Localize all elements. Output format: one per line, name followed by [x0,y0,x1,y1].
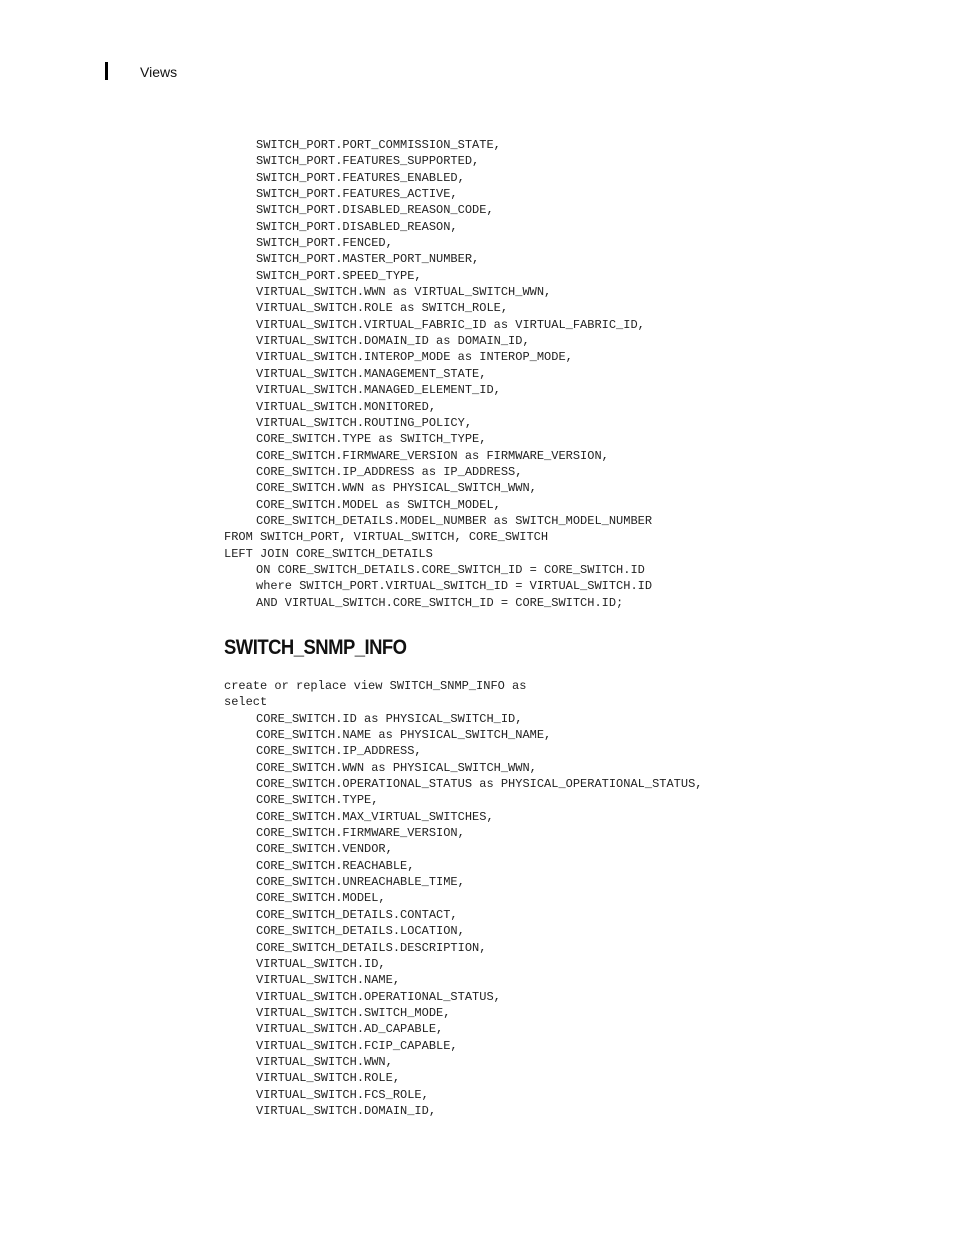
code-line: FROM SWITCH_PORT, VIRTUAL_SWITCH, CORE_SWITCH [224,530,549,545]
page-header-label: Views [140,64,178,80]
code-line: SWITCH_PORT.SPEED_TYPE, [256,268,422,283]
code-line: SWITCH_PORT.DISABLED_REASON_CODE, [256,203,494,218]
code-line: VIRTUAL_SWITCH.FCS_ROLE, [256,1087,429,1102]
code-line: VIRTUAL_SWITCH.MANAGEMENT_STATE, [256,366,487,381]
code-line: VIRTUAL_SWITCH.DOMAIN_ID, [256,1103,437,1118]
code-line: AND VIRTUAL_SWITCH.CORE_SWITCH_ID = CORE_SWITCH.ID; [256,595,624,610]
code-line: CORE_SWITCH.TYPE as SWITCH_TYPE, [256,432,487,447]
code-line: CORE_SWITCH.REACHABLE, [256,858,415,873]
code-line: VIRTUAL_SWITCH.MONITORED, [256,399,437,414]
code-line: VIRTUAL_SWITCH.ID, [256,956,386,971]
code-line: select [224,695,268,710]
code-line: SWITCH_PORT.PORT_COMMISSION_STATE, [256,138,501,152]
code-line: CORE_SWITCH.UNREACHABLE_TIME, [256,875,465,890]
code-line: VIRTUAL_SWITCH.ROLE as SWITCH_ROLE, [256,301,509,316]
code-line: VIRTUAL_SWITCH.ROUTING_POLICY, [256,415,473,430]
code-line: CORE_SWITCH.NAME as PHYSICAL_SWITCH_NAME, [256,728,552,743]
code-line: SWITCH_PORT.MASTER_PORT_NUMBER, [256,252,480,267]
code-line: ON CORE_SWITCH_DETAILS.CORE_SWITCH_ID = CORE_SWITCH.ID [256,562,645,577]
code-block-snmp-info [224,678,702,1119]
code-line: CORE_SWITCH_DETAILS.LOCATION, [256,924,465,939]
code-line: VIRTUAL_SWITCH.WWN as VIRTUAL_SWITCH_WWN, [256,285,552,300]
code-line: VIRTUAL_SWITCH.FCIP_CAPABLE, [256,1038,458,1053]
code-line: CORE_SWITCH.IP_ADDRESS, [256,744,422,759]
code-line: VIRTUAL_SWITCH.ROLE, [256,1071,401,1086]
code-line: CORE_SWITCH.WWN as PHYSICAL_SWITCH_WWN, [256,481,537,496]
code-line: where SWITCH_PORT.VIRTUAL_SWITCH_ID = VIRTUAL_SWITCH.ID [256,579,653,594]
code-line: LEFT JOIN CORE_SWITCH_DETAILS [224,546,433,561]
code-line: VIRTUAL_SWITCH.DOMAIN_ID as DOMAIN_ID, [256,334,530,349]
code-line: VIRTUAL_SWITCH.NAME, [256,973,401,988]
code-line: SWITCH_PORT.FEATURES_ENABLED, [256,170,465,185]
code-line: CORE_SWITCH.MAX_VIRTUAL_SWITCHES, [256,809,494,824]
code-line: CORE_SWITCH.MODEL, [256,891,386,906]
code-line: VIRTUAL_SWITCH.WWN, [256,1054,393,1069]
code-line: create or replace view SWITCH_SNMP_INFO as [224,679,527,693]
code-line: CORE_SWITCH.FIRMWARE_VERSION, [256,826,465,841]
code-line: CORE_SWITCH.ID as PHYSICAL_SWITCH_ID, [256,711,523,726]
code-line: VIRTUAL_SWITCH.SWITCH_MODE, [256,1005,451,1020]
code-line: VIRTUAL_SWITCH.OPERATIONAL_STATUS, [256,989,501,1004]
code-line: CORE_SWITCH.MODEL as SWITCH_MODEL, [256,497,501,512]
code-line: CORE_SWITCH.TYPE, [256,793,379,808]
code-line: SWITCH_PORT.DISABLED_REASON, [256,219,458,234]
code-line: VIRTUAL_SWITCH.INTEROP_MODE as INTEROP_MODE, [256,350,573,365]
code-line: VIRTUAL_SWITCH.VIRTUAL_FABRIC_ID as VIRTUAL_FABRIC_ID, [256,317,645,332]
code-line: SWITCH_PORT.FENCED, [256,236,393,251]
code-line: CORE_SWITCH_DETAILS.DESCRIPTION, [256,940,487,955]
code-line: CORE_SWITCH.IP_ADDRESS as IP_ADDRESS, [256,464,523,479]
code-line: CORE_SWITCH.WWN as PHYSICAL_SWITCH_WWN, [256,760,537,775]
code-line: SWITCH_PORT.FEATURES_ACTIVE, [256,187,458,202]
code-line: CORE_SWITCH.FIRMWARE_VERSION as FIRMWARE_VERSION, [256,448,609,463]
code-line: CORE_SWITCH_DETAILS.MODEL_NUMBER as SWITCH_MODEL_NUMBER [256,513,653,528]
code-block-top [224,137,652,611]
section-title: SWITCH_SNMP_INFO [224,636,407,659]
code-line: CORE_SWITCH.VENDOR, [256,842,393,857]
header-rule [105,62,108,80]
code-line: CORE_SWITCH.OPERATIONAL_STATUS as PHYSICAL_OPERATIONAL_STATUS, [256,777,703,792]
code-line: SWITCH_PORT.FEATURES_SUPPORTED, [256,154,480,169]
code-line: VIRTUAL_SWITCH.MANAGED_ELEMENT_ID, [256,383,501,398]
code-line: VIRTUAL_SWITCH.AD_CAPABLE, [256,1022,444,1037]
code-line: CORE_SWITCH_DETAILS.CONTACT, [256,907,458,922]
